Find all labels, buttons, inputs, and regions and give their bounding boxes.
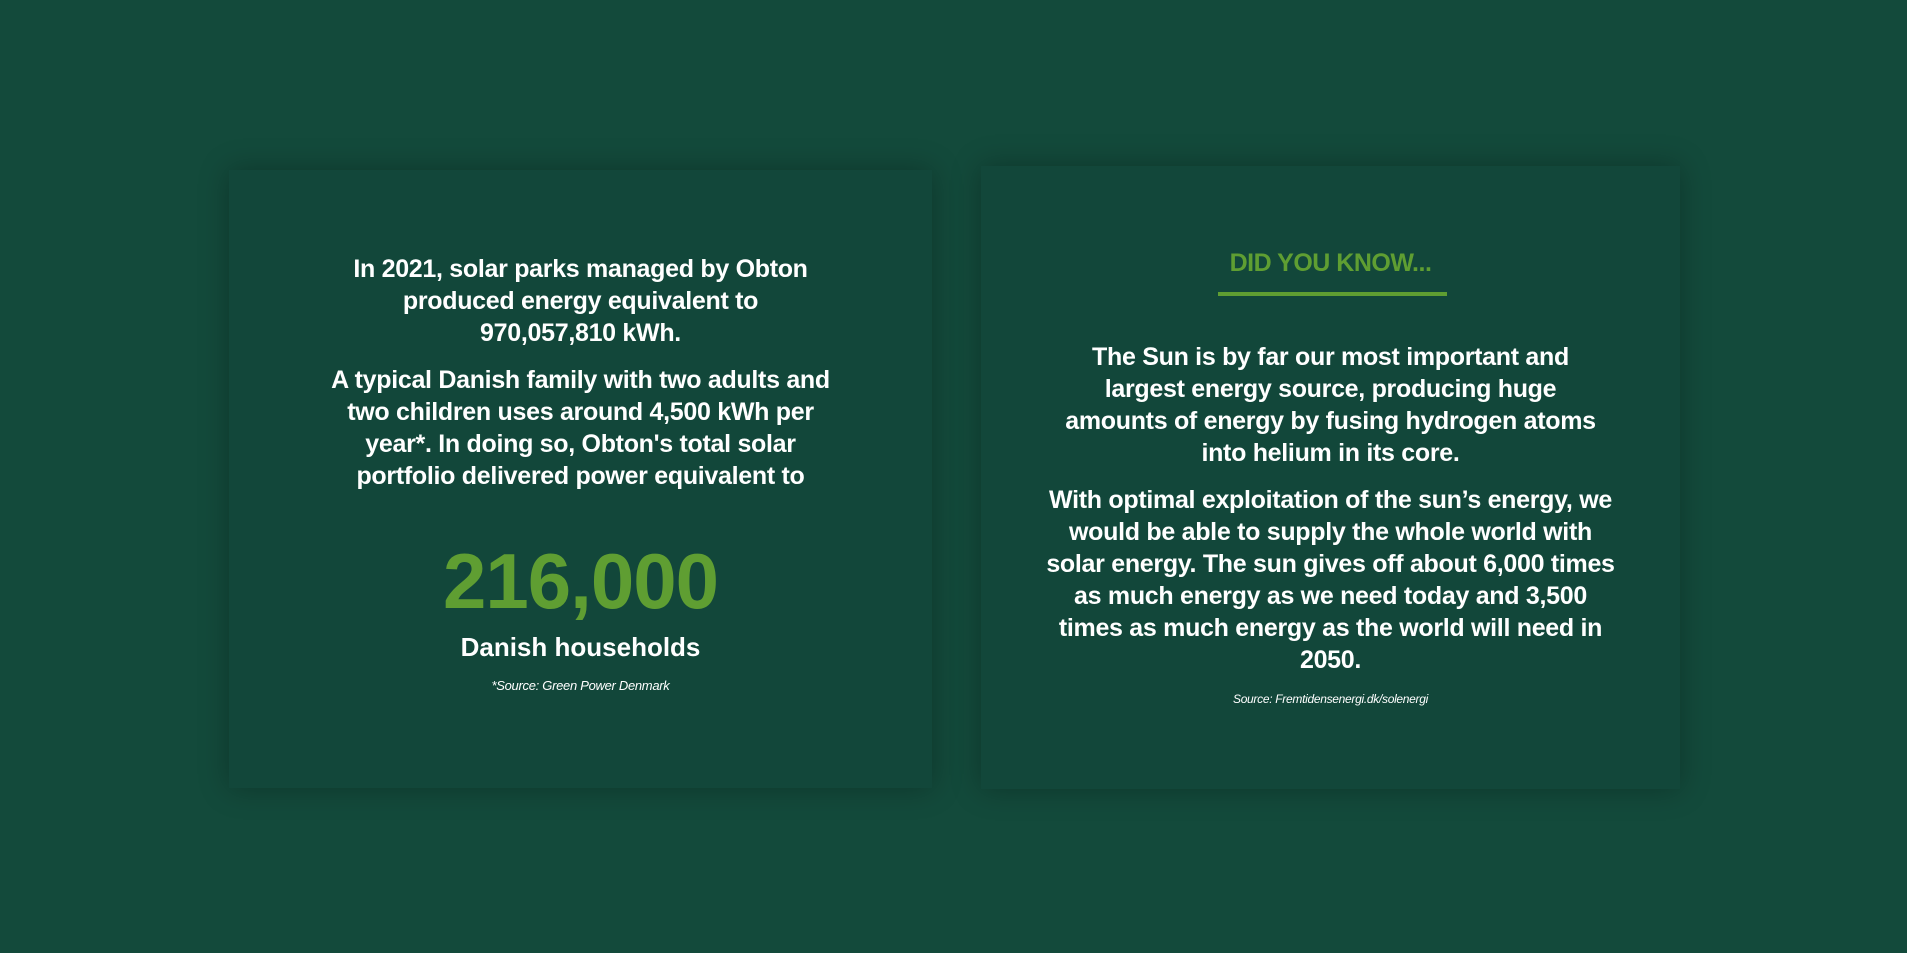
- solar-output-card: [229, 170, 932, 788]
- households-label: Danish households: [460, 632, 701, 662]
- did-you-know-title: DID YOU KNOW...: [1229, 249, 1432, 277]
- did-you-know-card: [981, 166, 1680, 789]
- households-count: 216,000: [443, 537, 718, 625]
- sun-fact-paragraph: The Sun is by far our most important and largest energy source, producing huge amounts of energy by fusing hydrogen atoms into helium in its core.: [1065, 343, 1596, 467]
- household-usage-text: A typical Danish family with two adults and two children uses around 4,500 kWh per year*. In doing so, Obton's total solar portfolio delivered power equivalent to: [331, 366, 830, 490]
- title-underline: [1218, 292, 1447, 296]
- left-source-note: *Source: Green Power Denmark: [491, 678, 670, 693]
- right-source-note: Source: Fremtidensenergi.dk/solenergi: [1232, 692, 1428, 706]
- solar-potential-paragraph: With optimal exploitation of the sun’s energy, we would be able to supply the whole world with solar energy. The sun gives off about 6,000 times as much energy as we need today and 3,500 times as much energy as the world will need in 2050.: [1046, 486, 1615, 674]
- solar-output-intro: In 2021, solar parks managed by Obton produced energy equivalent to 970,057,810 kWh.: [353, 255, 808, 347]
